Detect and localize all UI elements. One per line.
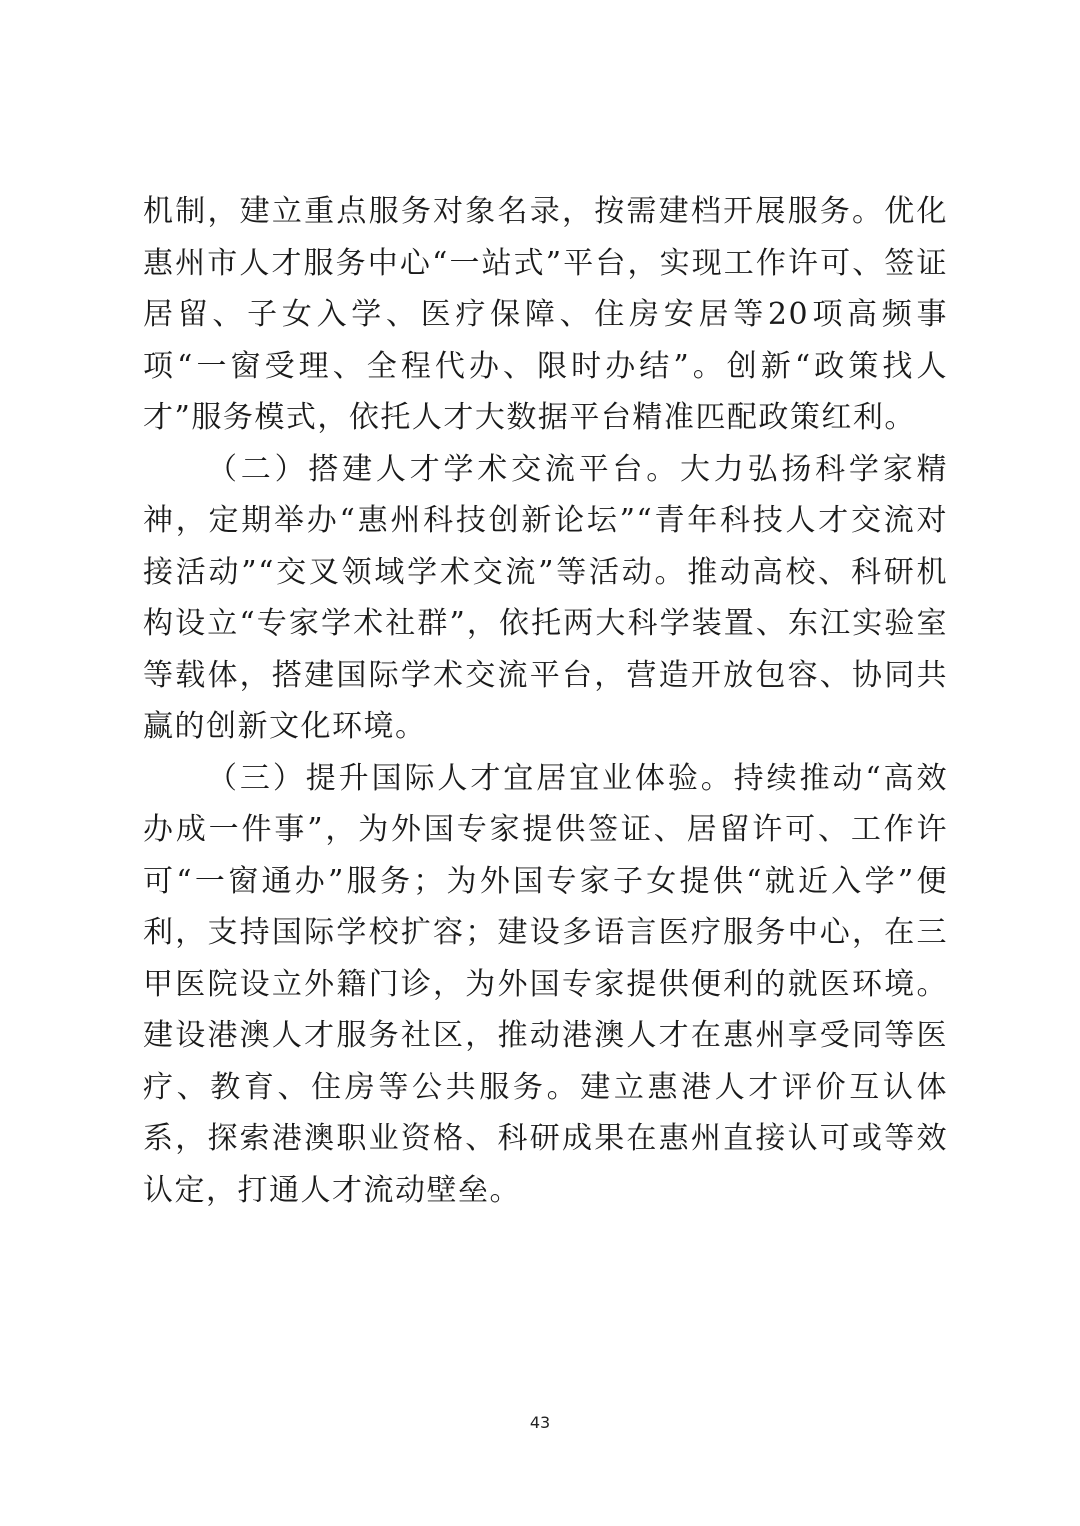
page-number: 43 xyxy=(529,1413,551,1432)
paragraph-section-2: （二）搭建人才学术交流平台。大力弘扬科学家精神，定期举办“惠州科技创新论坛”“青年科技人才交流对接活动”“交叉领域学术交流”等活动。推动高校、科研机构设立“专家学术社群”，依托两大科学装置、东江实验室等载体，搭建国际学术交流平台，营造开放包容、协同共赢的创新文化环境。 xyxy=(143,451,948,744)
paragraph-continuation: 机制，建立重点服务对象名录，按需建档开展服务。优化惠州市人才服务中心“一站式”平台，实现工作许可、签证居留、子女入学、医疗保障、住房安居等20项高频事项“一窗受理、全程代办、限时办结”。创新“政策找人才”服务模式，依托人才大数据平台精准匹配政策红利。 xyxy=(143,194,948,435)
paragraph-section-3: （三）提升国际人才宜居宜业体验。持续推动“高效办成一件事”，为外国专家提供签证、居留许可、工作许可“一窗通办”服务；为外国专家子女提供“就近入学”便利，支持国际学校扩容；建设多语言医疗服务中心，在三甲医院设立外籍门诊，为外国专家提供便利的就医环境。建设港澳人才服务社区，推动港澳人才在惠州享受同等医疗、教育、住房等公共服务。建立惠港人才评价互认体系，探索港澳职业资格、科研成果在惠州直接认可或等效认定，打通人才流动壁垒。 xyxy=(143,760,948,1208)
body-text xyxy=(143,186,948,1216)
